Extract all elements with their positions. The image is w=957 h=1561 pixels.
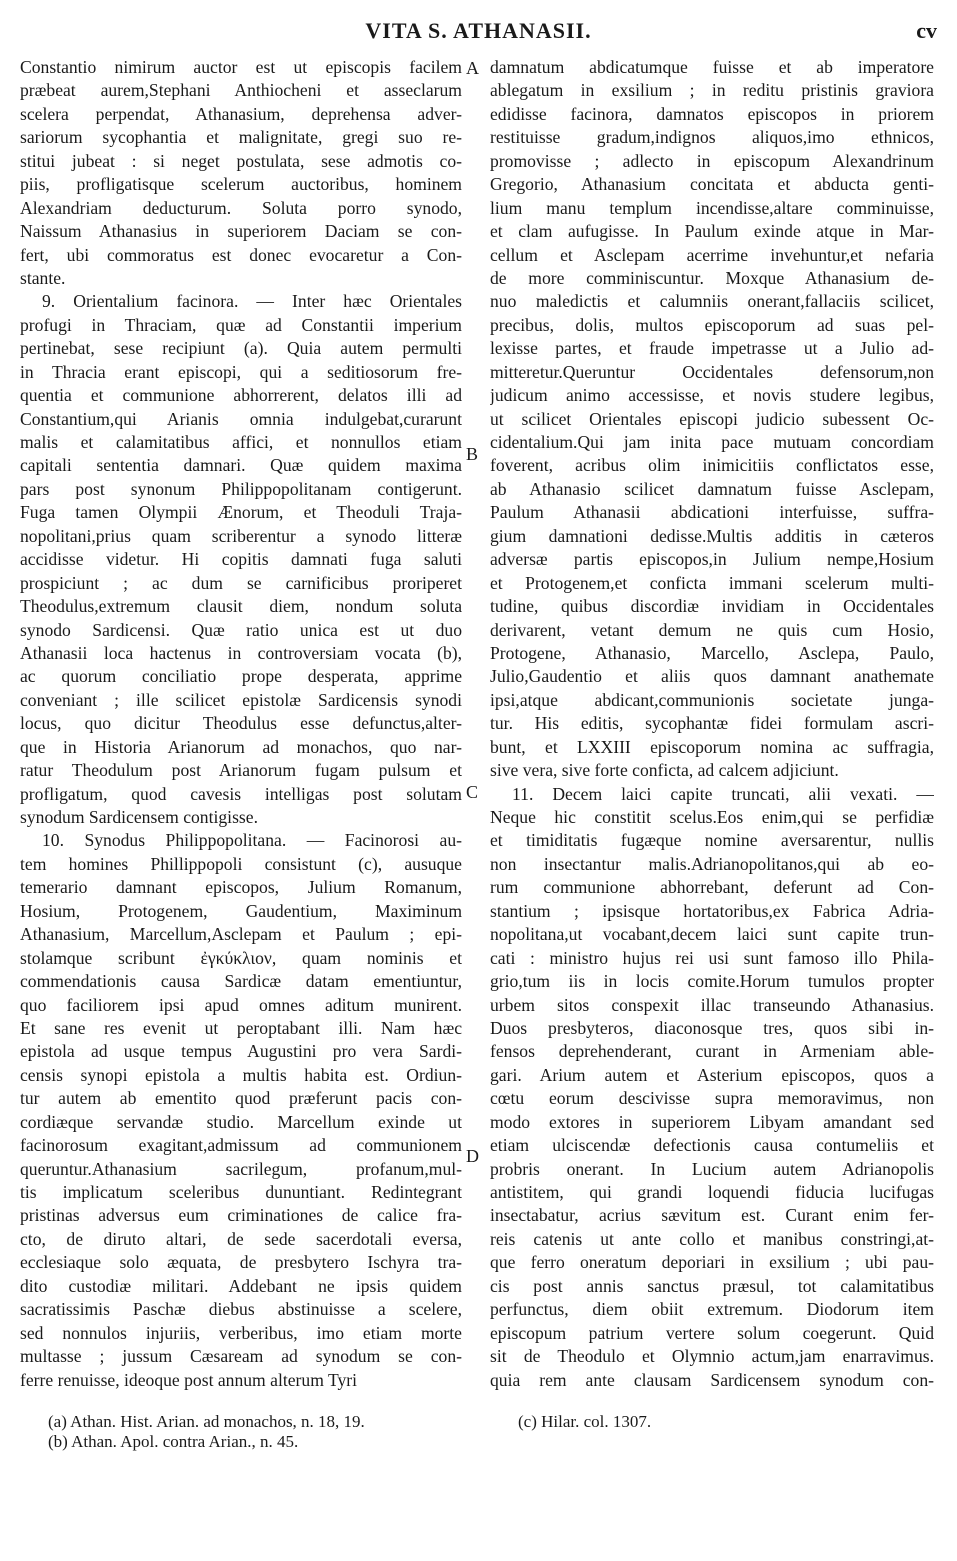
text-line: Et sane res evenit ut peroptabant illi. Nam hæc xyxy=(20,1017,462,1038)
text-line: Naissum Athanasius in superiorem Daciam se con- xyxy=(20,221,462,242)
text-line: Protogene, Athanasio, Marcello, Asclepa, Paulo, xyxy=(490,642,934,663)
text-line: Fuga tamen Olympii Ænorum, et Theoduli Traja- xyxy=(20,502,462,523)
text-line: locus, quo dicitur Theodulus esse defunctus,alter- xyxy=(20,713,462,734)
text-line: Athanasii loca hactenus in controversiam vocata (b), xyxy=(20,642,462,663)
text-line: fensos deprehenderant, curant in Armeniam able- xyxy=(490,1041,934,1062)
text-line: conveniant ; ille scilicet epistolæ Sardicensis synodi xyxy=(20,689,462,710)
text-line: que ferro oneratum deporiari in exsilium ; ubi pau- xyxy=(490,1252,934,1273)
text-line: non insectantur malis.Adrianopolitanos,qui ab eo- xyxy=(490,853,934,874)
text-line: nopolitani,prius quam scriberentur a synodo litteræ xyxy=(20,525,462,546)
text-line: fert, ubi commoratus est donec evocaretur a Con- xyxy=(20,244,462,265)
text-line: tur autem ab ementito quod præferunt pacis con- xyxy=(20,1088,462,1109)
footnotes-left xyxy=(48,1412,478,1452)
right-column xyxy=(490,56,934,1392)
text-line: edidisse facinora, damnatos episcopos in priorem xyxy=(490,103,934,124)
text-line: gari. Arium autem et Asterium episcopos, quos a xyxy=(490,1064,934,1085)
text-line: prospiciunt ; ac dum se carnificibus proriperet xyxy=(20,572,462,593)
margin-letter-a: A xyxy=(466,58,479,78)
text-line: præbeat aurem,Stephani Anthiocheni et asseclarum xyxy=(20,80,462,101)
text-line: tudine, quibus discordiæ invidiam in Occidentales xyxy=(490,596,934,617)
text-line: 9. Orientalium facinora. — Inter hæc Orientales xyxy=(42,291,462,312)
text-line: pertinebat, sese recipiunt (a). Quia autem permulti xyxy=(20,338,462,359)
margin-letter-c: C xyxy=(466,782,479,802)
text-line: mitteretur.Queruntur Occidentales defensorum,non xyxy=(490,361,934,382)
text-line: de more comminiscuntur. Moxque Athanasium de- xyxy=(490,267,934,288)
text-line: capitali sententia damnari. Quæ quidem maxima xyxy=(20,455,462,476)
text-line: Constantium,qui Arianis omnia indulgebat,curarunt xyxy=(20,408,462,429)
text-line: que in Historia Arianorum ad monachos, quo nar- xyxy=(20,736,462,757)
text-line: cto, de diruto altari, de sede sacerdotali eversa, xyxy=(20,1228,462,1249)
text-line: 10. Synodus Philippopolitana. — Facinorosi au- xyxy=(42,830,462,851)
text-line: cis post annis sanctus præsul, tot calamitatibus xyxy=(490,1275,934,1296)
text-line: reis catenis ut ante collo et manibus constringi,at- xyxy=(490,1228,934,1249)
text-line: foverent, acribus olim inimicitiis conflictatos esse, xyxy=(490,455,934,476)
text-line: rum communione abhorrebant, deferunt ad Con- xyxy=(490,877,934,898)
text-line: bunt, et LXXIII episcoporum nomina ac suffragia, xyxy=(490,736,934,757)
margin-letter-d: D xyxy=(466,1146,479,1166)
text-line: in Thracia erant episcopi, qui a seditiosorum fre- xyxy=(20,361,462,382)
text-line: Athanasium, Marcellum,Asclepam et Paulum ; epi- xyxy=(20,924,462,945)
text-line: damnatum abdicatumque fuisse et ab imperatore xyxy=(490,57,934,77)
margin-letter-b: B xyxy=(466,444,479,464)
text-line: Duos presbyteros, diaconosque tres, quos sibi in- xyxy=(490,1017,934,1038)
text-line: Alexandriam deducturum. Soluta porro synodo, xyxy=(20,197,462,218)
text-line: Gregorio, Athanasium concitata et abducta genti- xyxy=(490,174,934,195)
text-line: cordiæque servandæ studio. Marcellum exinde ut xyxy=(20,1111,462,1132)
text-line: pristinas adversus eum criminationes de calice fra- xyxy=(20,1205,462,1226)
text-line: et timiditatis fugæque nomine aversarentur, nullis xyxy=(490,830,934,851)
text-line: modo extores in superiorem Libyam amandant sed xyxy=(490,1111,934,1132)
running-title: VITA S. ATHANASII. xyxy=(365,18,592,43)
text-line: cati : ministro hujus rei usi sunt famoso illo Phila- xyxy=(490,947,934,968)
text-line: synodo Sardicensi. Quæ ratio unica est ut duo xyxy=(20,619,462,640)
page-number: cv xyxy=(916,18,937,43)
text-line: censis synopi epistola a multis habita est. Ordiun- xyxy=(20,1064,462,1085)
text-line: cidentalium.Qui jam inita pace mutuam concordiam xyxy=(490,432,934,452)
text-line: adversæ partis episcopos,in Julium nempe,Hosium xyxy=(490,549,934,570)
footnote: (b) Athan. Apol. contra Arian., n. 45. xyxy=(48,1432,299,1451)
text-line: judicum animo accessisse, et novis studere legibus, xyxy=(490,385,934,406)
footnotes-right xyxy=(518,1412,938,1432)
text-line: tis implicatum sceleribus dununtiant. Redintegrant xyxy=(20,1182,462,1202)
text-line: tem homines Phillippopoli consistunt (c), ausuque xyxy=(20,853,462,874)
text-line: synodum Sardicensem contigisse. xyxy=(20,807,258,827)
left-column xyxy=(20,56,462,1392)
footnote: (c) Hilar. col. 1307. xyxy=(518,1412,652,1431)
text-line: promovisse ; adlecto in episcopum Alexandrinum xyxy=(490,150,934,171)
text-line: stante. xyxy=(20,267,66,288)
text-line: queruntur.Athanasium sacrilegum, profanum,mul- xyxy=(20,1158,462,1179)
text-line: Theodulus,extremum clausit diem, nondum soluta xyxy=(20,596,462,617)
text-line: lexisse partes, et fraude impetrasse ut a Julio ad- xyxy=(490,338,934,359)
text-line: profligatum, quod cavesis intelligas post solutam xyxy=(20,783,462,804)
text-line: et Protogenem,et conficta immani scelerum multi- xyxy=(490,572,934,593)
text-line: Constantio nimirum auctor est ut episcopis facilem xyxy=(20,57,462,77)
text-line: grio,tum iis in locis comite.Horum tumulos propter xyxy=(490,971,934,992)
running-header xyxy=(20,18,937,48)
text-line: commendationis causa Sardicæ datam ementiuntur, xyxy=(20,971,462,992)
text-line: multasse ; jussum Cæsaream ad synodum se con- xyxy=(20,1346,462,1367)
text-line: cœtu eorum descivisse supra memoravimus, non xyxy=(490,1088,934,1109)
text-line: Hosium, Protogenem, Gaudentium, Maximinum xyxy=(20,900,462,921)
text-line: insectabatur, acrius sævitum est. Curant enim fer- xyxy=(490,1205,934,1226)
text-line: epistola ad usque tempus Augustini pro vera Sardi- xyxy=(20,1041,462,1062)
text-line: derivarent, vetant demum ne quis cum Hosio, xyxy=(490,619,934,640)
text-line: profugi in Thraciam, quæ ad Constantii imperium xyxy=(20,314,462,335)
text-line: restituisse gradum,indignos aliquos,imo ethnicos, xyxy=(490,127,934,148)
text-line: ferre renuisse, ideoque post annum alterum Tyri xyxy=(20,1369,358,1390)
text-line: nuo maledictis et calumniis onerant,fallaciis scilicet, xyxy=(490,291,934,312)
text-line: accidisse videtur. Hi copitis damnati fuga saluti xyxy=(20,549,462,570)
text-line: facinorosum exagitant,admissum ad communionem xyxy=(20,1135,462,1156)
text-line: temerario damnant episcopos, Julium Romanum, xyxy=(20,877,462,898)
text-line: dito custodiæ militari. Addebant ne ipsis quidem xyxy=(20,1275,462,1296)
text-line: antistitem, qui grandi loquendi fiducia lucifugas xyxy=(490,1182,934,1202)
text-line: 11. Decem laici capite truncati, alii vexati. — xyxy=(512,783,934,804)
text-line: urbem sitos conspexit illac transeundo Athanasius. xyxy=(490,994,934,1015)
text-line: lium manu templum incendisse,altare comminuisse, xyxy=(490,197,934,218)
text-line: ut scilicet Orientales episcopi judicio subessent Oc- xyxy=(490,408,934,429)
text-line: sariorum sycophantia et malignitate, gregi suo re- xyxy=(20,127,462,148)
text-line: sit de Theodulo et Olymnio actum,jam enarravimus. xyxy=(490,1346,934,1367)
text-line: gium damnationi dedisse.Multis additis in cæteros xyxy=(490,525,934,546)
text-line: sed nonnulos injuriis, verberibus, imo etiam morte xyxy=(20,1322,462,1343)
text-line: stitui jubeat : si neget postulata, sese admotis co- xyxy=(20,150,462,171)
text-line: malis et calamitatibus affici, et nonnullos etiam xyxy=(20,432,462,452)
text-line: Julio,Gaudentio et aliis quos damnant anathemate xyxy=(490,666,934,687)
text-line: tur. His editis, sycophantæ fidei formulam ascri- xyxy=(490,713,934,734)
text-line: episcopum patrium vertere solum coegerunt. Quid xyxy=(490,1322,934,1343)
text-line: quentia et communione abhorrerent, delatos illi ad xyxy=(20,385,462,406)
footnote: (a) Athan. Hist. Arian. ad monachos, n. 18, 19. xyxy=(48,1412,365,1431)
text-line: cellum et Asclepam acerrime invehuntur,et nefaria xyxy=(490,244,934,265)
text-line: ratur Theodulum post Arianorum fugam pulsum et xyxy=(20,760,462,781)
text-line: perfunctus, diem obiit extremum. Diodorum item xyxy=(490,1299,934,1320)
text-line: Paulum Athanasii abdicationi interfuisse, suffra- xyxy=(490,502,934,523)
text-line: etiam ulciscendæ defectionis causa contumeliis et xyxy=(490,1135,934,1156)
text-line: pars post synonum Philippopolitanam contigerunt. xyxy=(20,478,462,499)
text-line: precibus, dolis, multos episcoporum ad suas pel- xyxy=(490,314,934,335)
text-line: piis, profligatisque scelerum auctoribus, hominem xyxy=(20,174,462,195)
text-line: ecclesiaque solo æquata, de presbytero Ischyra tra- xyxy=(20,1252,462,1273)
text-line: nopolitana,ut vocabant,decem laici sunt capite trun- xyxy=(490,924,934,945)
text-line: scelera perpendat, Athanasium, deprehensa adver- xyxy=(20,103,462,124)
text-line: quia rem ante clausam Sardicensem synodum con- xyxy=(490,1369,934,1390)
text-line: stolamque scribunt ἐγκύκλιον, quam nominis et xyxy=(20,947,462,968)
text-line: sive vera, sive forte conficta, ad calcem adjiciunt. xyxy=(490,760,839,781)
text-line: ablegatum in exsilium ; in reditu pristinis graviora xyxy=(490,80,934,101)
text-line: Neque hic constitit scelus.Eos enim,qui se perfidiæ xyxy=(490,807,934,827)
text-line: sacratissimis Paschæ diebus abstinuisse a scelere, xyxy=(20,1299,462,1320)
text-line: ab Athanasio scilicet damnatum fuisse Asclepam, xyxy=(490,478,934,499)
text-line: ac quorum conciliatio prope desperata, apprime xyxy=(20,666,462,687)
text-line: quo faciliorem ipsi apud omnes aditum munirent. xyxy=(20,994,462,1015)
text-line: probris onerant. In Lucium autem Adrianopolis xyxy=(490,1158,934,1179)
text-line: stantium ; ipsisque hortatoribus,ex Fabrica Adria- xyxy=(490,900,934,921)
text-line: ipsi,atque abdicant,communionis societate junga- xyxy=(490,689,934,710)
text-line: et clam aufugisse. In Paulum exinde atque in Mar- xyxy=(490,221,934,242)
